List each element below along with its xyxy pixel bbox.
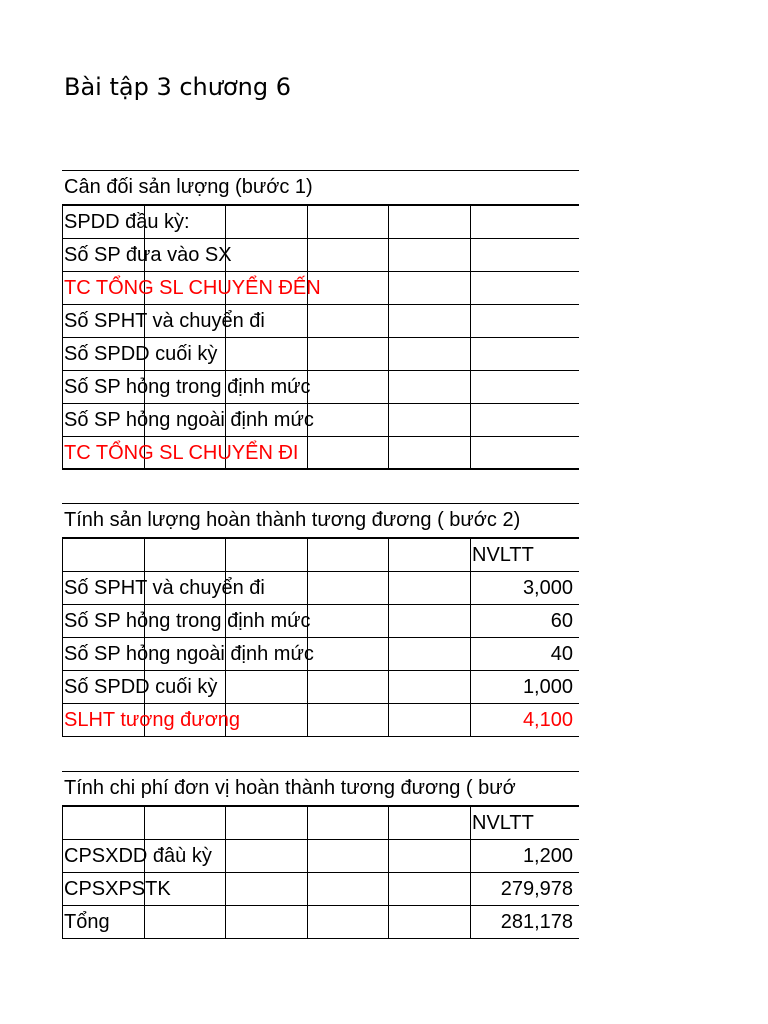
table-title: Tính sản lượng hoàn thành tương đương ( bước 2) [62,503,579,537]
row-label: Số SP hỏng trong định mức [64,376,311,398]
row-value: 3,000 [522,577,573,599]
row-label: TC TỔNG SL CHUYỂN ĐI [64,442,299,464]
row-label: Số SPDD cuối kỳ [64,676,218,698]
table-row [62,906,579,939]
row-label: Số SP hỏng ngoài định mức [64,643,314,665]
row-label: SLHT tương đương [64,709,241,731]
row-label: SPDD đầu kỳ: [64,211,190,233]
grid-cell[interactable] [307,437,388,470]
row-label: Số SP đưa vào SX [64,244,232,266]
grid-cell[interactable] [307,404,388,437]
grid-cell[interactable] [307,305,388,338]
grid-cell[interactable] [225,539,307,572]
unit-cost-table [62,771,579,939]
grid-cell[interactable] [388,840,470,873]
column-header-row [62,807,579,840]
table-title: Tính chi phí đơn vị hoàn thành tương đương ( bướ [62,771,579,805]
grid-cell[interactable] [388,704,470,737]
grid-cell[interactable] [470,404,579,437]
row-value: 4,100 [522,709,573,731]
grid-cell[interactable] [470,437,579,470]
table-row [62,305,579,338]
grid-cell[interactable] [388,338,470,371]
row-label: CPSXPSTK [64,878,171,900]
row-value: 281,178 [500,911,573,933]
row-value: 1,000 [522,676,573,698]
row-label: TC TỔNG SL CHUYỂN ĐẾN [64,277,321,299]
grid-cell[interactable] [307,572,388,605]
row-label: Số SP hỏng ngoài định mức [64,409,314,431]
grid-cell[interactable] [225,906,307,939]
grid-cell[interactable] [388,272,470,305]
grid-cell[interactable] [307,539,388,572]
grid-cell[interactable] [470,371,579,404]
grid-cell[interactable] [388,206,470,239]
grid-cell[interactable] [388,437,470,470]
grid-cell[interactable] [144,807,225,840]
grid-cell[interactable] [307,206,388,239]
grid-cell[interactable] [225,206,307,239]
table-row [62,704,579,737]
row-value: 279,978 [500,878,573,900]
equivalent-units-table [62,503,579,737]
grid-cell[interactable] [470,338,579,371]
grid-cell[interactable] [388,605,470,638]
column-header: NVLTT [472,812,534,834]
table-row [62,338,579,371]
grid-cell[interactable] [307,906,388,939]
grid-cell[interactable] [388,671,470,704]
table-row [62,437,579,470]
grid-cell[interactable] [307,807,388,840]
table-row [62,572,579,605]
row-value: 40 [550,643,573,665]
row-label: Số SP hỏng trong định mức [64,610,311,632]
row-value: 60 [550,610,573,632]
table-row [62,840,579,873]
table-row [62,404,579,437]
grid-cell[interactable] [307,371,388,404]
grid-cell[interactable] [388,305,470,338]
grid-cell[interactable] [307,873,388,906]
row-label: Số SPHT và chuyển đi [64,577,265,599]
grid-cell[interactable] [62,807,144,840]
document-title: Bài tập 3 chương 6 [64,73,291,101]
grid-cell[interactable] [388,873,470,906]
grid-cell[interactable] [307,704,388,737]
production-balance-table [62,170,579,470]
grid-cell[interactable] [225,338,307,371]
row-label: Số SPHT và chuyển đi [64,310,265,332]
grid-cell[interactable] [144,539,225,572]
grid-cell[interactable] [470,305,579,338]
grid-cell[interactable] [62,539,144,572]
table-row [62,671,579,704]
grid-cell[interactable] [388,371,470,404]
grid-cell[interactable] [144,906,225,939]
grid-cell[interactable] [225,671,307,704]
grid-cell[interactable] [225,807,307,840]
grid-cell[interactable] [470,239,579,272]
grid-cell[interactable] [225,840,307,873]
table-row [62,371,579,404]
grid-cell[interactable] [388,539,470,572]
grid-cell[interactable] [307,671,388,704]
table-grid [62,204,579,470]
grid-cell[interactable] [307,638,388,671]
grid-cell[interactable] [470,272,579,305]
table-grid [62,537,579,737]
table-row [62,638,579,671]
grid-cell[interactable] [388,807,470,840]
grid-cell[interactable] [388,906,470,939]
grid-cell[interactable] [307,605,388,638]
row-label: Số SPDD cuối kỳ [64,343,218,365]
grid-cell[interactable] [388,239,470,272]
table-row [62,873,579,906]
table-grid [62,805,579,939]
column-header-row [62,539,579,572]
grid-cell[interactable] [307,840,388,873]
grid-cell[interactable] [225,873,307,906]
table-row [62,605,579,638]
table-row [62,206,579,239]
grid-cell[interactable] [388,638,470,671]
row-value: 1,200 [522,845,573,867]
column-header: NVLTT [472,544,534,566]
row-label: Tổng [64,911,110,933]
table-row [62,272,579,305]
grid-cell[interactable] [388,404,470,437]
grid-cell[interactable] [307,338,388,371]
table-title: Cân đối sản lượng (bước 1) [62,170,579,204]
table-row [62,239,579,272]
grid-cell[interactable] [388,572,470,605]
grid-cell[interactable] [470,206,579,239]
grid-cell[interactable] [307,239,388,272]
grid-cell[interactable] [225,239,307,272]
row-label: CPSXDD đâù kỳ [64,845,212,867]
